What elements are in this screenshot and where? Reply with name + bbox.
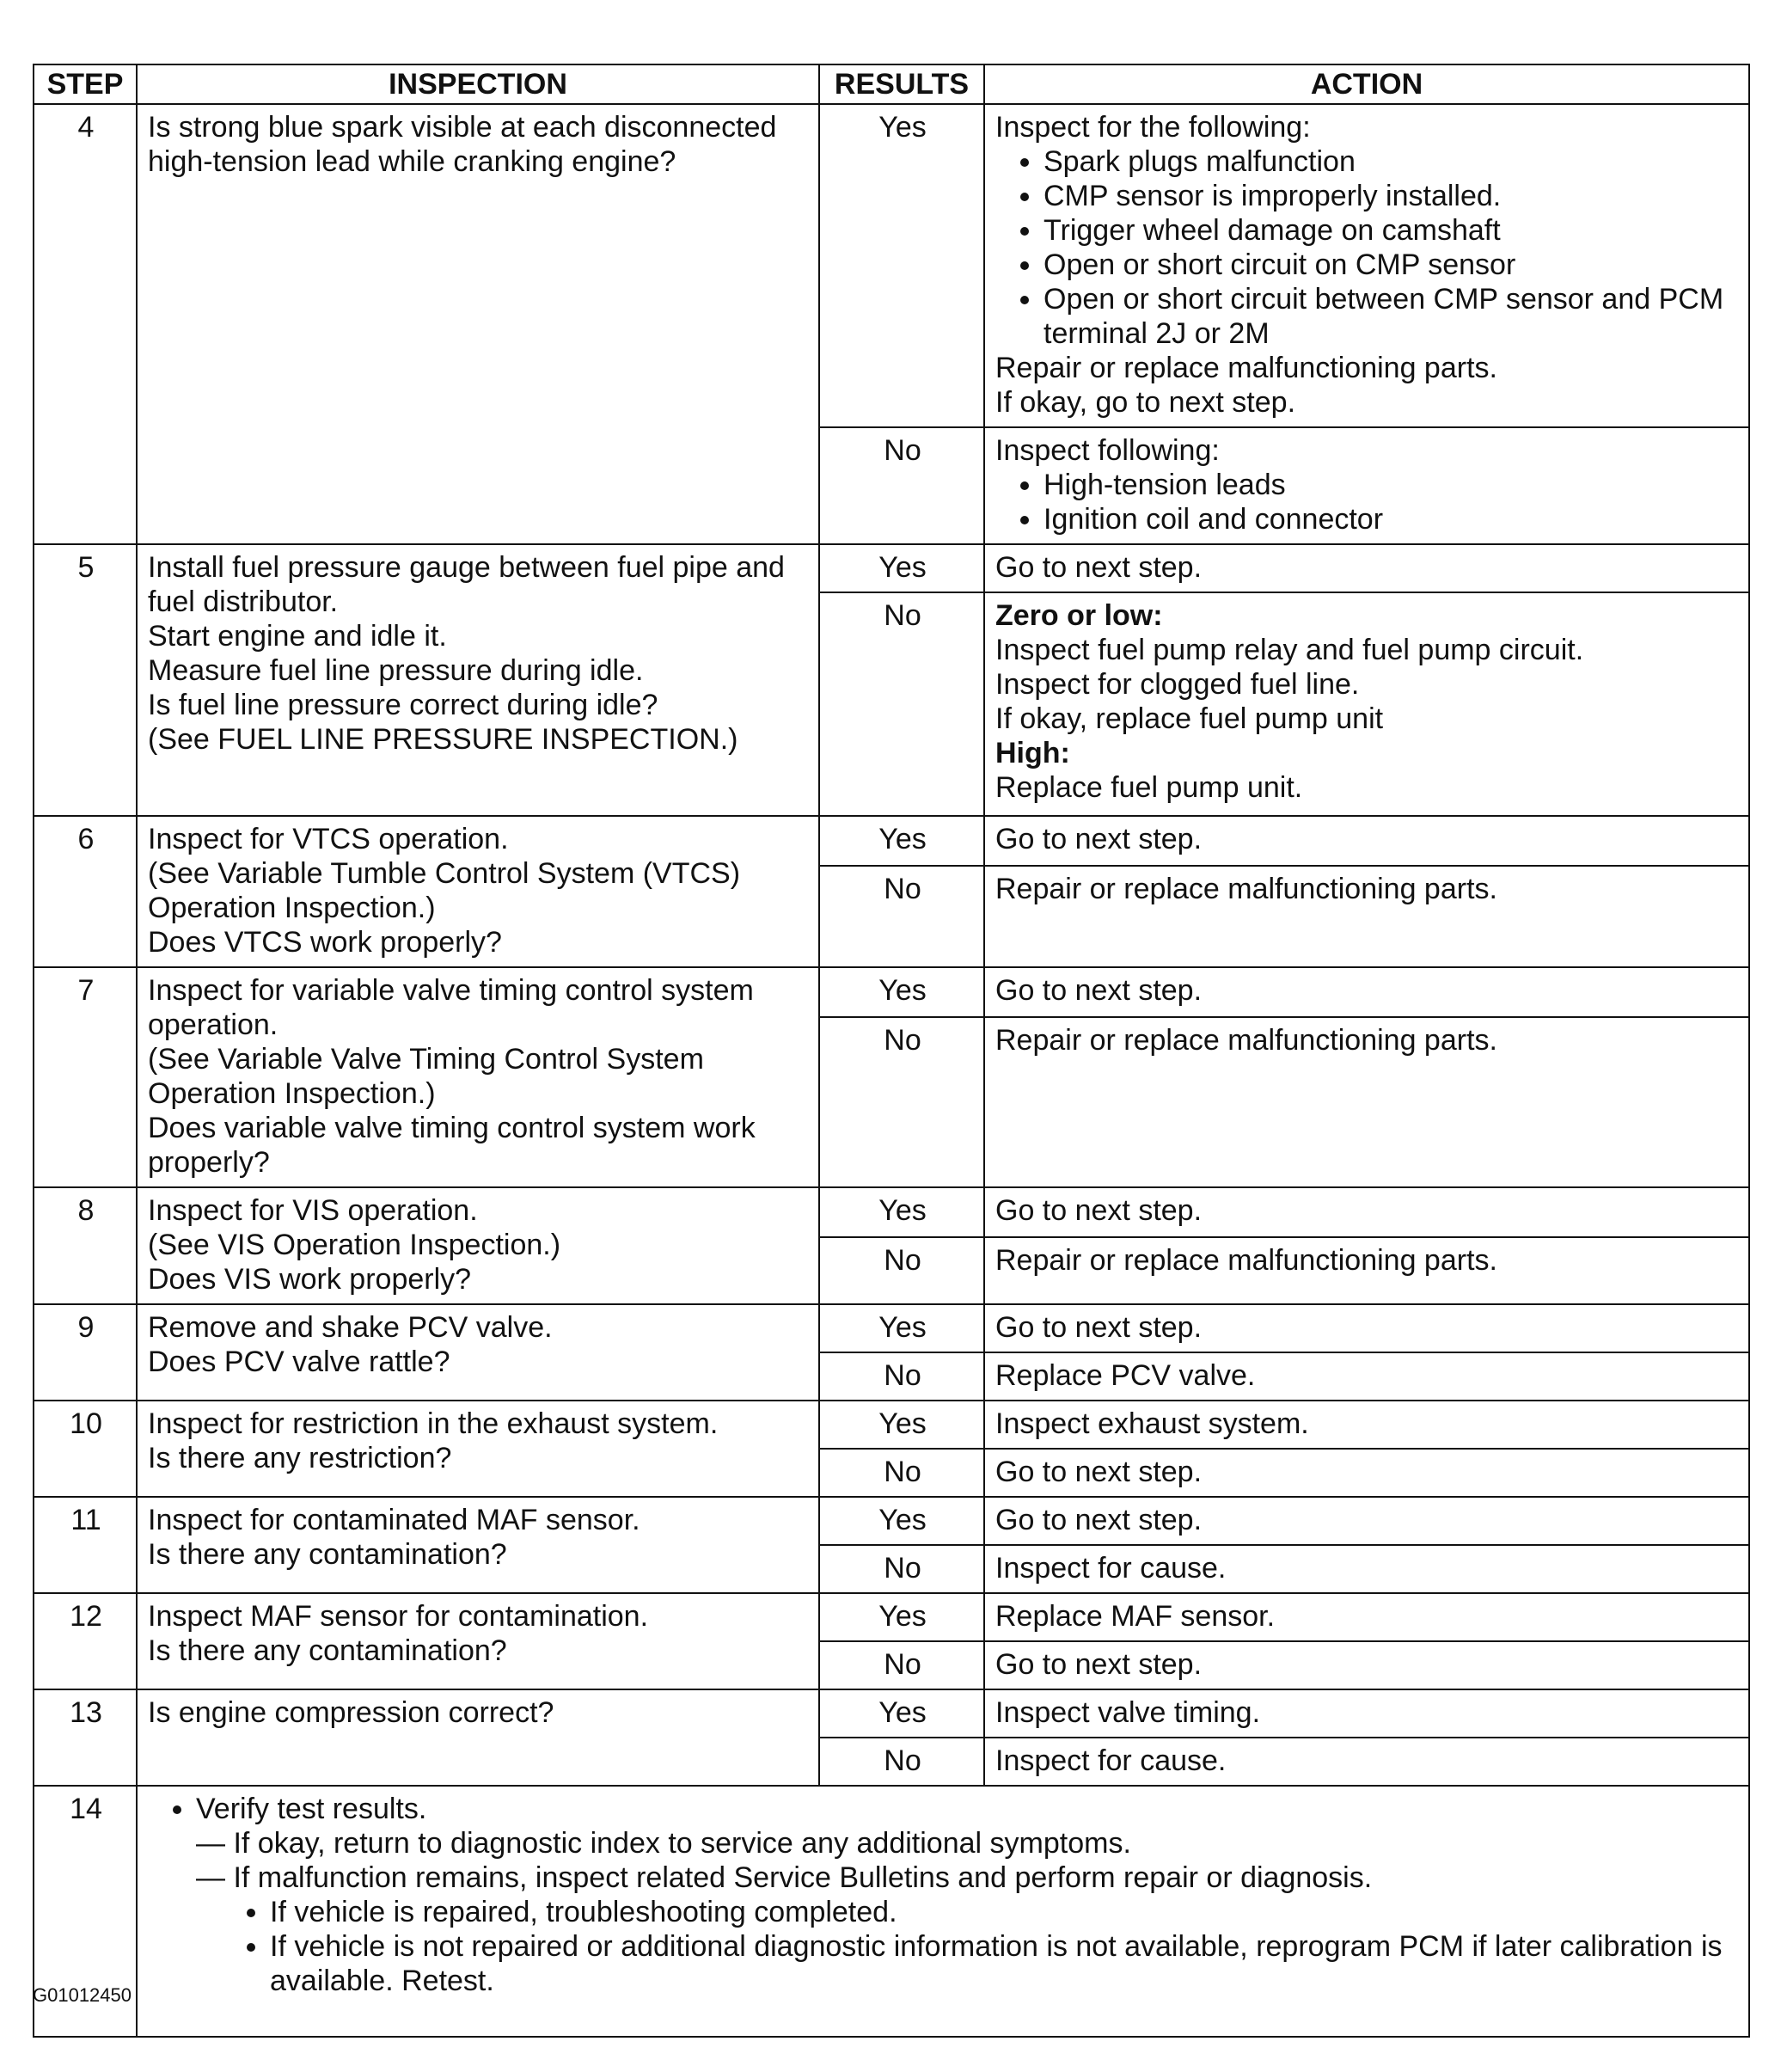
- step-6-yes-row: [34, 816, 1749, 866]
- inspection-line: (See Variable Valve Timing Control System Operation Inspection.): [148, 1043, 704, 1110]
- result-no: No: [819, 1017, 984, 1187]
- diagnostic-table: [33, 64, 1750, 2038]
- action-bullet-list: [995, 144, 1740, 351]
- result-no: No: [819, 866, 984, 967]
- action-bullet: • High-tension leads: [1044, 468, 1740, 502]
- action-cell: Go to next step.: [984, 544, 1749, 592]
- step-number: 5: [34, 544, 137, 816]
- action-bullet: • Ignition coil and connector: [1044, 502, 1740, 536]
- action-cell: Go to next step.: [984, 967, 1749, 1017]
- step-5-yes-row: [34, 544, 1749, 592]
- action-cell: Go to next step.: [984, 1497, 1749, 1545]
- action-cell: Go to next step.: [984, 1449, 1749, 1497]
- inspection-line: Inspect for variable valve timing control system operation.: [148, 974, 754, 1041]
- action-cell: Go to next step.: [984, 1187, 1749, 1237]
- inspection-cell: [137, 104, 819, 544]
- final-dash-line: — If okay, return to diagnostic index to service any additional symptoms.: [196, 1827, 1131, 1860]
- action-cell: Repair or replace malfunctioning parts.: [984, 1017, 1749, 1187]
- result-yes: Yes: [819, 1689, 984, 1738]
- action-heading: High:: [995, 737, 1070, 769]
- header-step: STEP: [34, 64, 137, 104]
- inspection-line: Inspect for contaminated MAF sensor.: [148, 1504, 640, 1536]
- step-9-yes-row: [34, 1304, 1749, 1352]
- step-8-yes-row: [34, 1187, 1749, 1237]
- step-number: 7: [34, 967, 137, 1187]
- final-bullet: • Verify test results.: [196, 1792, 1740, 1826]
- step-number: 8: [34, 1187, 137, 1304]
- inspection-line: Is engine compression correct?: [148, 1696, 554, 1729]
- result-yes: Yes: [819, 1187, 984, 1237]
- action-line: Inspect for the following:: [995, 111, 1311, 144]
- action-line: Inspect fuel pump relay and fuel pump circuit.: [995, 634, 1584, 666]
- inspection-cell: [137, 544, 819, 816]
- inspection-cell: [137, 967, 819, 1187]
- inspection-line: Remove and shake PCV valve.: [148, 1311, 553, 1344]
- result-yes: Yes: [819, 816, 984, 866]
- inspection-line: Inspect for VTCS operation.: [148, 823, 509, 855]
- action-cell: Go to next step.: [984, 816, 1749, 866]
- result-yes: Yes: [819, 544, 984, 592]
- result-no: No: [819, 1352, 984, 1401]
- inspection-cell: [137, 1304, 819, 1401]
- result-no: No: [819, 1237, 984, 1304]
- step-number: 14: [34, 1786, 137, 2037]
- final-sub-bullet: • If vehicle is not repaired or additional diagnostic information is not available, reprogram PCM if later calibration is available. Retest.: [270, 1929, 1740, 1998]
- action-cell: Repair or replace malfunctioning parts.: [984, 866, 1749, 967]
- inspection-line: Is strong blue spark visible at each disconnected high-tension lead while cranking engine?: [148, 111, 777, 178]
- step-number: 9: [34, 1304, 137, 1401]
- step-number: 13: [34, 1689, 137, 1786]
- inspection-line: Start engine and idle it.: [148, 620, 447, 653]
- action-line: If okay, replace fuel pump unit: [995, 702, 1384, 735]
- result-no: No: [819, 1545, 984, 1593]
- inspection-cell: [137, 816, 819, 967]
- action-bullet-list: [995, 468, 1740, 536]
- action-line: If okay, go to next step.: [995, 386, 1296, 419]
- action-cell: Go to next step.: [984, 1641, 1749, 1689]
- inspection-line: Does PCV valve rattle?: [148, 1346, 450, 1378]
- inspection-line: Is there any contamination?: [148, 1538, 507, 1571]
- step-4-yes-row: [34, 104, 1749, 427]
- action-line: Replace fuel pump unit.: [995, 771, 1303, 804]
- inspection-cell: [137, 1187, 819, 1304]
- inspection-line: (See FUEL LINE PRESSURE INSPECTION.): [148, 723, 738, 756]
- inspection-cell: [137, 1401, 819, 1497]
- action-cell: Replace MAF sensor.: [984, 1593, 1749, 1641]
- action-line: Inspect for clogged fuel line.: [995, 668, 1360, 701]
- header-row: [34, 64, 1749, 104]
- inspection-line: Does VIS work properly?: [148, 1263, 472, 1296]
- action-bullet: • Open or short circuit on CMP sensor: [1044, 248, 1740, 282]
- step-13-yes-row: [34, 1689, 1749, 1738]
- action-cell: Repair or replace malfunctioning parts.: [984, 1237, 1749, 1304]
- inspection-line: Measure fuel line pressure during idle.: [148, 654, 644, 687]
- action-cell: [984, 592, 1749, 816]
- action-cell: Replace PCV valve.: [984, 1352, 1749, 1401]
- result-no: No: [819, 1641, 984, 1689]
- inspection-cell: [137, 1689, 819, 1786]
- action-cell: [984, 104, 1749, 427]
- final-sub-bullet-list: [148, 1895, 1740, 1998]
- inspection-line: Is fuel line pressure correct during idle?: [148, 689, 658, 721]
- result-yes: Yes: [819, 967, 984, 1017]
- step-number: 6: [34, 816, 137, 967]
- inspection-line: (See VIS Operation Inspection.): [148, 1229, 561, 1261]
- action-cell: Inspect valve timing.: [984, 1689, 1749, 1738]
- result-yes: Yes: [819, 1593, 984, 1641]
- header-inspection: INSPECTION: [137, 64, 819, 104]
- result-yes: Yes: [819, 1304, 984, 1352]
- action-line: Repair or replace malfunctioning parts.: [995, 352, 1497, 384]
- result-no: No: [819, 592, 984, 816]
- figure-id: G01012450: [33, 1984, 132, 2006]
- action-cell: Go to next step.: [984, 1304, 1749, 1352]
- result-no: No: [819, 1738, 984, 1786]
- step-number: 10: [34, 1401, 137, 1497]
- action-bullet: • Spark plugs malfunction: [1044, 144, 1740, 179]
- final-sub-bullet: • If vehicle is repaired, troubleshooting completed.: [270, 1895, 1740, 1929]
- result-no: No: [819, 427, 984, 544]
- inspection-cell: [137, 1593, 819, 1689]
- action-bullet: • Trigger wheel damage on camshaft: [1044, 213, 1740, 248]
- final-instructions: [137, 1786, 1749, 2037]
- inspection-cell: [137, 1497, 819, 1593]
- step-11-yes-row: [34, 1497, 1749, 1545]
- inspection-line: (See Variable Tumble Control System (VTCS) Operation Inspection.): [148, 857, 741, 924]
- inspection-line: Does variable valve timing control system work properly?: [148, 1112, 756, 1179]
- header-action: ACTION: [984, 64, 1749, 104]
- step-number: 12: [34, 1593, 137, 1689]
- final-dash-line: — If malfunction remains, inspect related Service Bulletins and perform repair or diagnosis.: [196, 1861, 1373, 1894]
- inspection-line: Is there any contamination?: [148, 1634, 507, 1667]
- action-cell: Inspect for cause.: [984, 1545, 1749, 1593]
- step-7-yes-row: [34, 967, 1749, 1017]
- inspection-line: Is there any restriction?: [148, 1442, 452, 1474]
- step-number: 4: [34, 104, 137, 544]
- final-bullet-list: [148, 1792, 1740, 1826]
- inspection-line: Inspect for VIS operation.: [148, 1194, 478, 1227]
- result-yes: Yes: [819, 1401, 984, 1449]
- step-10-yes-row: [34, 1401, 1749, 1449]
- action-line: Inspect following:: [995, 434, 1220, 467]
- result-no: No: [819, 1449, 984, 1497]
- step-12-yes-row: [34, 1593, 1749, 1641]
- action-bullet: • Open or short circuit between CMP sensor and PCM terminal 2J or 2M: [1044, 282, 1740, 351]
- action-cell: [984, 427, 1749, 544]
- header-results: RESULTS: [819, 64, 984, 104]
- step-14-row: [34, 1786, 1749, 2037]
- action-cell: Inspect exhaust system.: [984, 1401, 1749, 1449]
- inspection-line: Inspect MAF sensor for contamination.: [148, 1600, 649, 1633]
- action-cell: Inspect for cause.: [984, 1738, 1749, 1786]
- result-yes: Yes: [819, 1497, 984, 1545]
- inspection-line: Does VTCS work properly?: [148, 926, 502, 959]
- action-bullet: • CMP sensor is improperly installed.: [1044, 179, 1740, 213]
- inspection-line: Inspect for restriction in the exhaust system.: [148, 1407, 719, 1440]
- result-yes: Yes: [819, 104, 984, 427]
- inspection-line: Install fuel pressure gauge between fuel pipe and fuel distributor.: [148, 551, 785, 618]
- step-number: 11: [34, 1497, 137, 1593]
- action-heading: Zero or low:: [995, 599, 1163, 632]
